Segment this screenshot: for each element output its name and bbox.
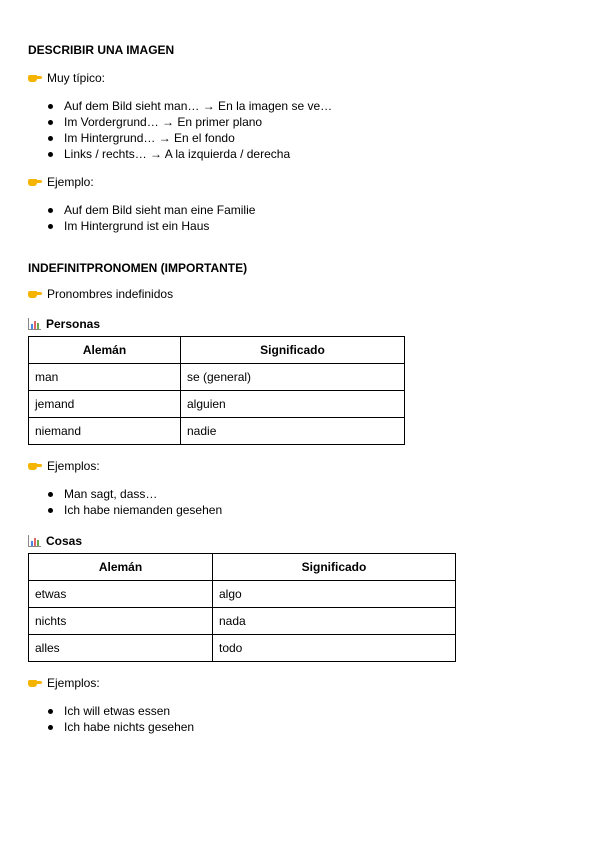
note-muy-tipico: Muy típico: <box>28 71 105 85</box>
note-pronombres: Pronombres indefinidos <box>28 287 173 301</box>
list-item: Ich habe nichts gesehen <box>28 719 194 735</box>
note-ejemplos-cosas: Ejemplos: <box>28 676 100 690</box>
table-row <box>29 391 405 418</box>
pointing-hand-icon <box>28 677 42 689</box>
table-header-row <box>29 337 405 364</box>
list-item: Ich habe niemanden gesehen <box>28 502 222 518</box>
column-header: Significado <box>213 554 456 581</box>
bar-chart-icon <box>28 318 41 330</box>
table-row <box>29 418 405 445</box>
column-header: Significado <box>181 337 405 364</box>
table-row <box>29 635 456 662</box>
bar-chart-icon <box>28 535 41 547</box>
pointing-hand-icon <box>28 288 42 300</box>
table-cell: nadie <box>181 418 405 445</box>
section-title-indefinitpronomen: INDEFINITPRONOMEN (IMPORTANTE) <box>28 261 248 275</box>
table-cell: algo <box>213 581 456 608</box>
table-row <box>29 364 405 391</box>
note-ejemplos-personas: Ejemplos: <box>28 459 100 473</box>
list-ejemplos-cosas <box>28 703 194 735</box>
column-header: Alemán <box>29 554 213 581</box>
pointing-hand-icon <box>28 72 42 84</box>
table-cosas <box>28 553 456 662</box>
subheading-cosas: Cosas <box>28 534 82 548</box>
table-cell: todo <box>213 635 456 662</box>
table-cell: man <box>29 364 181 391</box>
list-item: Im Hintergrund… → En el fondo <box>28 130 332 146</box>
table-cell: alles <box>29 635 213 662</box>
table-row <box>29 608 456 635</box>
list-frases-tipicas <box>28 98 332 162</box>
table-row <box>29 581 456 608</box>
list-item: Auf dem Bild sieht man… → En la imagen se ve… <box>28 98 332 114</box>
table-header-row <box>29 554 456 581</box>
list-ejemplos-personas <box>28 486 222 518</box>
list-item: Ich will etwas essen <box>28 703 194 719</box>
table-cell: alguien <box>181 391 405 418</box>
list-item: Im Hintergrund ist ein Haus <box>28 218 255 234</box>
list-item: Im Vordergrund… → En primer plano <box>28 114 332 130</box>
list-ejemplos-imagen <box>28 202 255 234</box>
list-item: Man sagt, dass… <box>28 486 222 502</box>
note-ejemplo: Ejemplo: <box>28 175 94 189</box>
section-title-describir: DESCRIBIR UNA IMAGEN <box>28 43 175 57</box>
table-cell: niemand <box>29 418 181 445</box>
subheading-personas: Personas <box>28 317 100 331</box>
table-personas <box>28 336 405 445</box>
list-item: Auf dem Bild sieht man eine Familie <box>28 202 255 218</box>
table-cell: nichts <box>29 608 213 635</box>
pointing-hand-icon <box>28 460 42 472</box>
table-cell: nada <box>213 608 456 635</box>
column-header: Alemán <box>29 337 181 364</box>
table-cell: etwas <box>29 581 213 608</box>
table-cell: jemand <box>29 391 181 418</box>
table-cell: se (general) <box>181 364 405 391</box>
list-item: Links / rechts… → A la izquierda / derecha <box>28 146 332 162</box>
pointing-hand-icon <box>28 176 42 188</box>
